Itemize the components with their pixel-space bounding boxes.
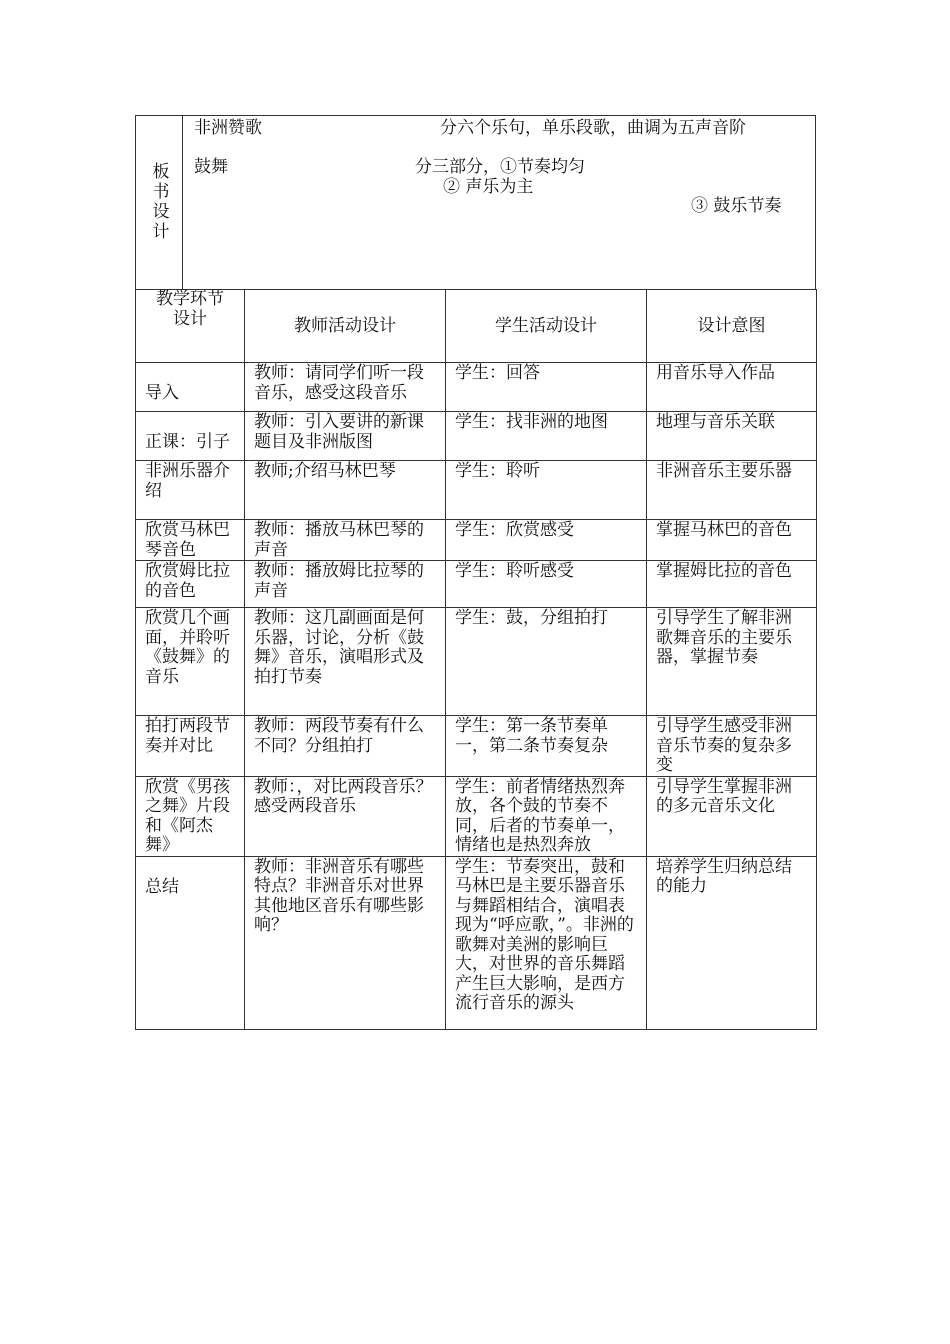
lesson-plan-table (135, 289, 817, 1030)
header-intent: 设计意图 (647, 290, 817, 363)
table-row (136, 520, 817, 561)
cell-stage: 正课：引子 (136, 412, 245, 461)
cell-teacher: 教师：引入要讲的新课题目及非洲版图 (245, 412, 446, 461)
board-song-title-2: 鼓舞 (194, 157, 228, 177)
board-label-char: 设 (152, 202, 170, 222)
cell-teacher: 教师：请同学们听一段音乐，感受这段音乐 (245, 363, 446, 412)
cell-teacher: 教师;介绍马林巴琴 (245, 461, 446, 520)
board-song-desc-4: ③ 鼓乐节奏 (691, 196, 782, 216)
cell-student: 学生：聆听感受 (446, 561, 647, 608)
cell-stage: 欣赏《男孩之舞》片段和《阿杰舞》 (136, 776, 245, 856)
board-label-char: 计 (152, 222, 170, 242)
cell-student: 学生：回答 (446, 363, 647, 412)
table-row (136, 363, 817, 412)
cell-stage: 拍打两段节奏并对比 (136, 716, 245, 777)
cell-intent: 非洲音乐主要乐器 (647, 461, 817, 520)
cell-intent: 引导学生感受非洲音乐节奏的复杂多变 (647, 716, 817, 777)
board-song-desc-3: ② 声乐为主 (443, 177, 534, 197)
board-song-title-1: 非洲赞歌 (194, 118, 262, 138)
cell-teacher: 教师：这几副画面是何乐器，讨论，分析《鼓舞》音乐，演唱形式及拍打节奏 (245, 608, 446, 716)
cell-stage: 导入 (136, 363, 245, 412)
header-teacher: 教师活动设计 (245, 290, 446, 363)
board-label-char: 板 (152, 162, 170, 182)
cell-intent: 用音乐导入作品 (647, 363, 817, 412)
header-stage: 教学环节 设计 (136, 290, 245, 363)
table-row (136, 776, 817, 856)
cell-teacher: 教师：非洲音乐有哪些特点？非洲音乐对世界其他地区音乐有哪些影响？ (245, 856, 446, 1029)
cell-intent: 培养学生归纳总结的能力 (647, 856, 817, 1029)
board-label-char: 书 (152, 182, 170, 202)
cell-intent: 掌握姆比拉的音色 (647, 561, 817, 608)
cell-student: 学生：第一条节奏单一，第二条节奏复杂 (446, 716, 647, 777)
cell-intent: 掌握马林巴的音色 (647, 520, 817, 561)
cell-student: 学生：欣赏感受 (446, 520, 647, 561)
cell-teacher: 教师：播放姆比拉琴的声音 (245, 561, 446, 608)
board-song-desc-2: 分三部分，①节奏均匀 (415, 157, 585, 177)
cell-student: 学生：前者情绪热烈奔放，各个鼓的节奏不同，后者的节奏单一，情绪也是热烈奔放 (446, 776, 647, 856)
table-row (136, 561, 817, 608)
cell-student: 学生：节奏突出，鼓和马林巴是主要乐器音乐与舞蹈相结合，演唱表现为“呼应歌，”。非洲的歌舞对美洲的影响巨大，对世界的音乐舞蹈产生巨大影响，是西方流行音乐的源头 (446, 856, 647, 1029)
table-row (136, 716, 817, 777)
cell-stage: 欣赏几个画面，并聆听《鼓舞》的音乐 (136, 608, 245, 716)
table-row (136, 461, 817, 520)
table-header-row (136, 290, 817, 363)
cell-stage: 非洲乐器介绍 (136, 461, 245, 520)
cell-intent: 地理与音乐关联 (647, 412, 817, 461)
board-song-desc-1: 分六个乐句，单乐段歌，曲调为五声音阶 (440, 118, 746, 138)
board-design-section (135, 115, 816, 289)
cell-intent: 引导学生了解非洲歌舞音乐的主要乐器，掌握节奏 (647, 608, 817, 716)
cell-student: 学生：聆听 (446, 461, 647, 520)
cell-student: 学生：找非洲的地图 (446, 412, 647, 461)
cell-student: 学生：鼓，分组拍打 (446, 608, 647, 716)
cell-teacher: 教师：两段节奏有什么不同？分组拍打 (245, 716, 446, 777)
cell-stage: 总结 (136, 856, 245, 1029)
header-student: 学生活动设计 (446, 290, 647, 363)
cell-stage: 欣赏马林巴琴音色 (136, 520, 245, 561)
board-design-label (136, 116, 183, 290)
cell-teacher: 教师：，对比两段音乐？感受两段音乐 (245, 776, 446, 856)
cell-intent: 引导学生掌握非洲的多元音乐文化 (647, 776, 817, 856)
table-row (136, 608, 817, 716)
table-row (136, 412, 817, 461)
table-row (136, 856, 817, 1029)
cell-teacher: 教师：播放马林巴琴的声音 (245, 520, 446, 561)
cell-stage: 欣赏姆比拉的音色 (136, 561, 245, 608)
